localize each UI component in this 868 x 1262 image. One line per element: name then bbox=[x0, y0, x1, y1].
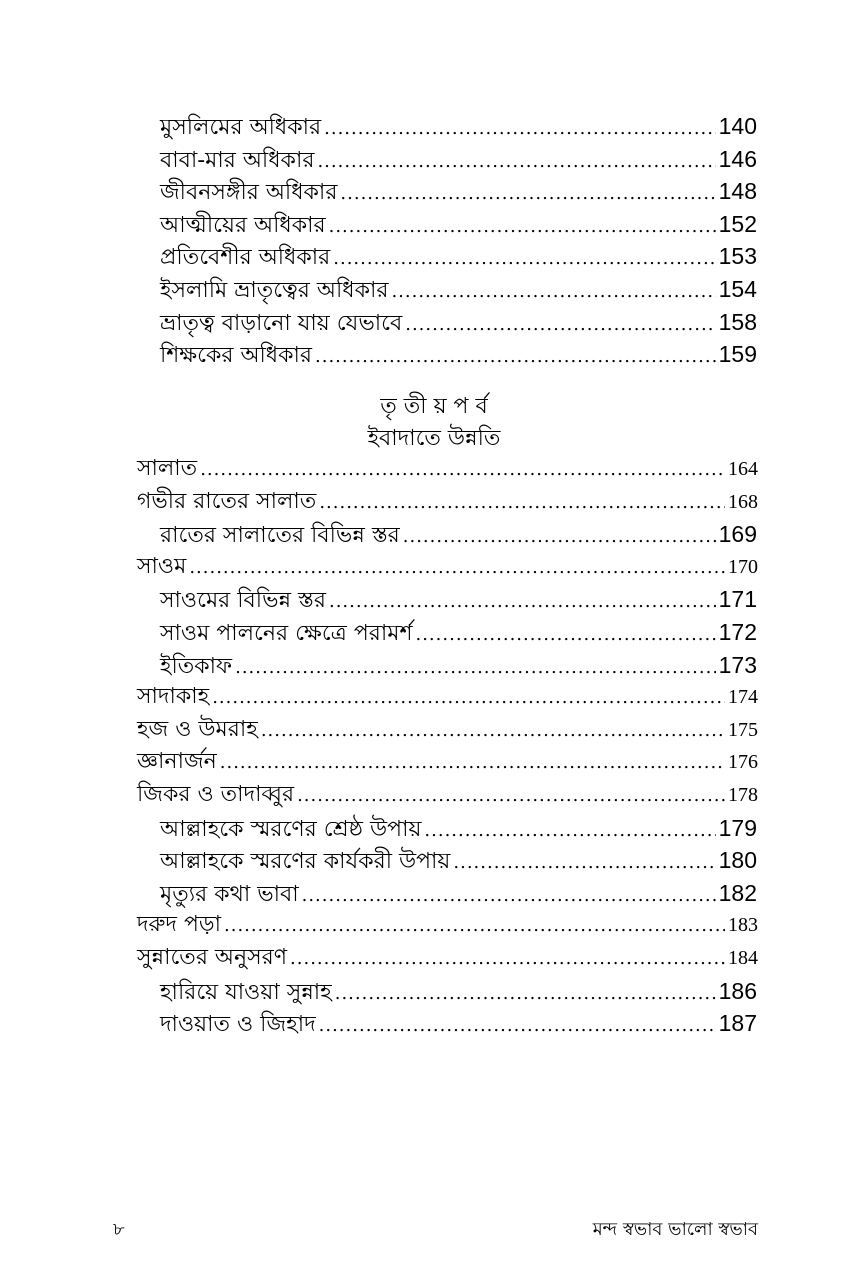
dot-leader bbox=[220, 747, 725, 779]
toc-entry bbox=[160, 518, 757, 550]
toc-entry-page-number: 170 bbox=[728, 555, 758, 578]
toc-entry bbox=[160, 877, 757, 909]
toc-entry bbox=[137, 779, 758, 811]
toc-entry-page-number: 182 bbox=[718, 879, 757, 906]
dot-leader bbox=[261, 715, 725, 747]
toc-entry bbox=[137, 714, 758, 746]
toc-entry-title: আল্লাহকে স্মরণের শ্রেষ্ঠ উপায় bbox=[160, 816, 422, 842]
toc-entry-title: ইতিকাফ bbox=[160, 653, 233, 679]
toc-entry-page-number: 179 bbox=[718, 814, 757, 841]
toc-entry-title: ইসলামি ভ্রাতৃত্বের অধিকার bbox=[160, 278, 389, 303]
toc-entry-title: শিক্ষকের অধিকার bbox=[160, 343, 313, 369]
dot-leader bbox=[391, 276, 715, 308]
toc-entry bbox=[137, 453, 758, 485]
toc-entry-title: জ্ঞানার্জন bbox=[137, 749, 217, 775]
toc-entry-title: সুন্নাতের অনুসরণ bbox=[137, 945, 288, 970]
toc-entry-page-number: 159 bbox=[718, 341, 757, 368]
toc-entry-title: হজ ও উমরাহ bbox=[137, 716, 258, 742]
toc-entry-title: মুসলিমের অধিকার bbox=[160, 115, 322, 140]
toc-entry bbox=[160, 975, 757, 1007]
toc-entry-page-number: 152 bbox=[718, 210, 757, 237]
toc-entry-page-number: 172 bbox=[718, 619, 757, 645]
footer-book-title: মন্দ স্বভাব ভালো স্বভাব bbox=[592, 1219, 758, 1240]
toc-entry-page-number: 175 bbox=[728, 718, 758, 741]
toc-entry bbox=[160, 175, 757, 207]
dot-leader bbox=[317, 146, 715, 178]
dot-leader bbox=[302, 880, 716, 912]
toc-entry-title: হারিয়ে যাওয়া সুন্নাহ bbox=[160, 979, 332, 1005]
toc-entry bbox=[160, 240, 757, 272]
dot-leader bbox=[324, 113, 715, 145]
toc-entry bbox=[160, 616, 757, 648]
toc-entry-title: সাদাকাহ bbox=[137, 684, 210, 710]
toc-entry bbox=[160, 143, 757, 175]
toc-entry-title: দরুদ পড়া bbox=[137, 912, 222, 938]
dot-leader bbox=[319, 487, 725, 519]
dot-leader bbox=[290, 943, 725, 975]
toc-entry-title: সাওম পালনের ক্ষেত্রে পরামর্শ bbox=[160, 621, 413, 646]
dot-leader bbox=[424, 815, 715, 847]
toc-entry-title: গভীর রাতের সালাত bbox=[137, 488, 317, 514]
dot-leader bbox=[189, 552, 725, 584]
toc-entry-page-number: 180 bbox=[718, 847, 757, 874]
toc-entry-page-number: 171 bbox=[718, 586, 757, 613]
toc-entry-title: আল্লাহকে স্মরণের কার্যকরী উপায় bbox=[160, 849, 451, 875]
toc-entry bbox=[160, 1007, 757, 1039]
part-three-subheading: ইবাদাতে উন্নতি bbox=[367, 426, 501, 451]
toc-entry-page-number: 148 bbox=[718, 178, 757, 205]
dot-leader bbox=[415, 619, 715, 651]
dot-leader bbox=[335, 978, 716, 1010]
toc-entry-title: সাওমের বিভিন্ন স্তর bbox=[160, 588, 326, 614]
toc-entry-page-number: 164 bbox=[728, 458, 758, 480]
toc-entry-page-number: 186 bbox=[718, 977, 757, 1004]
dot-leader bbox=[224, 910, 725, 942]
toc-entry bbox=[160, 306, 757, 338]
footer-page-number: ৮ bbox=[113, 1219, 125, 1240]
toc-entry-title: সাওম bbox=[137, 553, 187, 579]
toc-entry-title: রাতের সালাতের বিভিন্ন স্তর bbox=[160, 523, 400, 549]
dot-leader bbox=[315, 341, 716, 373]
toc-entry-title: জীবনসঙ্গীর অধিকার bbox=[160, 180, 338, 206]
toc-entry bbox=[160, 110, 757, 142]
dot-leader bbox=[329, 586, 716, 618]
toc-entry bbox=[137, 909, 758, 941]
toc-entry-title: জিকর ও তাদাব্বুর bbox=[137, 782, 295, 807]
toc-entry bbox=[160, 649, 757, 681]
toc-entry-page-number: 178 bbox=[728, 784, 758, 806]
dot-leader bbox=[319, 1010, 716, 1042]
toc-entry-page-number: 146 bbox=[718, 145, 757, 172]
toc-entry-page-number: 168 bbox=[728, 490, 758, 513]
toc-entry-title: মৃত্যুর কথা ভাবা bbox=[160, 881, 299, 907]
dot-leader bbox=[333, 243, 715, 275]
toc-entry-title: বাবা-মার অধিকার bbox=[160, 147, 315, 173]
toc-entry bbox=[160, 273, 757, 305]
toc-entry bbox=[160, 583, 757, 615]
dot-leader bbox=[297, 780, 725, 812]
toc-entry bbox=[137, 551, 758, 583]
toc-entry-title: প্রতিবেশীর অধিকার bbox=[160, 245, 331, 271]
toc-entry bbox=[137, 942, 758, 974]
toc-entry bbox=[137, 746, 758, 778]
toc-entry-page-number: 169 bbox=[718, 521, 757, 548]
toc-entry-title: ভ্রাতৃত্ব বাড়ানো যায় যেভাবে bbox=[160, 310, 403, 336]
toc-entry-page-number: 158 bbox=[718, 308, 757, 335]
dot-leader bbox=[403, 521, 716, 553]
toc-entry-title: আত্মীয়ের অধিকার bbox=[160, 212, 326, 238]
toc-entry-page-number: 183 bbox=[728, 914, 758, 937]
toc-entry-page-number: 176 bbox=[728, 751, 758, 774]
toc-entry bbox=[160, 338, 757, 370]
toc-entry bbox=[160, 208, 757, 240]
dot-leader bbox=[235, 652, 716, 684]
dot-leader bbox=[405, 309, 715, 341]
toc-entry bbox=[160, 844, 757, 876]
toc-entry-page-number: 184 bbox=[728, 947, 758, 969]
toc-entry-page-number: 173 bbox=[718, 651, 757, 678]
dot-leader bbox=[329, 211, 716, 243]
dot-leader bbox=[200, 454, 725, 486]
dot-leader bbox=[212, 682, 725, 714]
dot-leader bbox=[340, 178, 715, 210]
toc-entry-page-number: 174 bbox=[728, 686, 758, 709]
toc-entry-page-number: 154 bbox=[718, 276, 757, 302]
toc-entry bbox=[137, 681, 758, 713]
toc-entry bbox=[160, 812, 757, 844]
toc-entry-page-number: 140 bbox=[718, 113, 757, 139]
toc-entry-title: দাওয়াত ও জিহাদ bbox=[160, 1012, 316, 1038]
toc-entry-page-number: 153 bbox=[718, 243, 757, 270]
part-three-heading: তৃ তী য় প র্ব bbox=[380, 394, 488, 419]
toc-entry-page-number: 187 bbox=[718, 1010, 757, 1037]
toc-entry-title: সালাত bbox=[137, 456, 198, 481]
dot-leader bbox=[453, 847, 715, 879]
toc-entry bbox=[137, 486, 758, 518]
